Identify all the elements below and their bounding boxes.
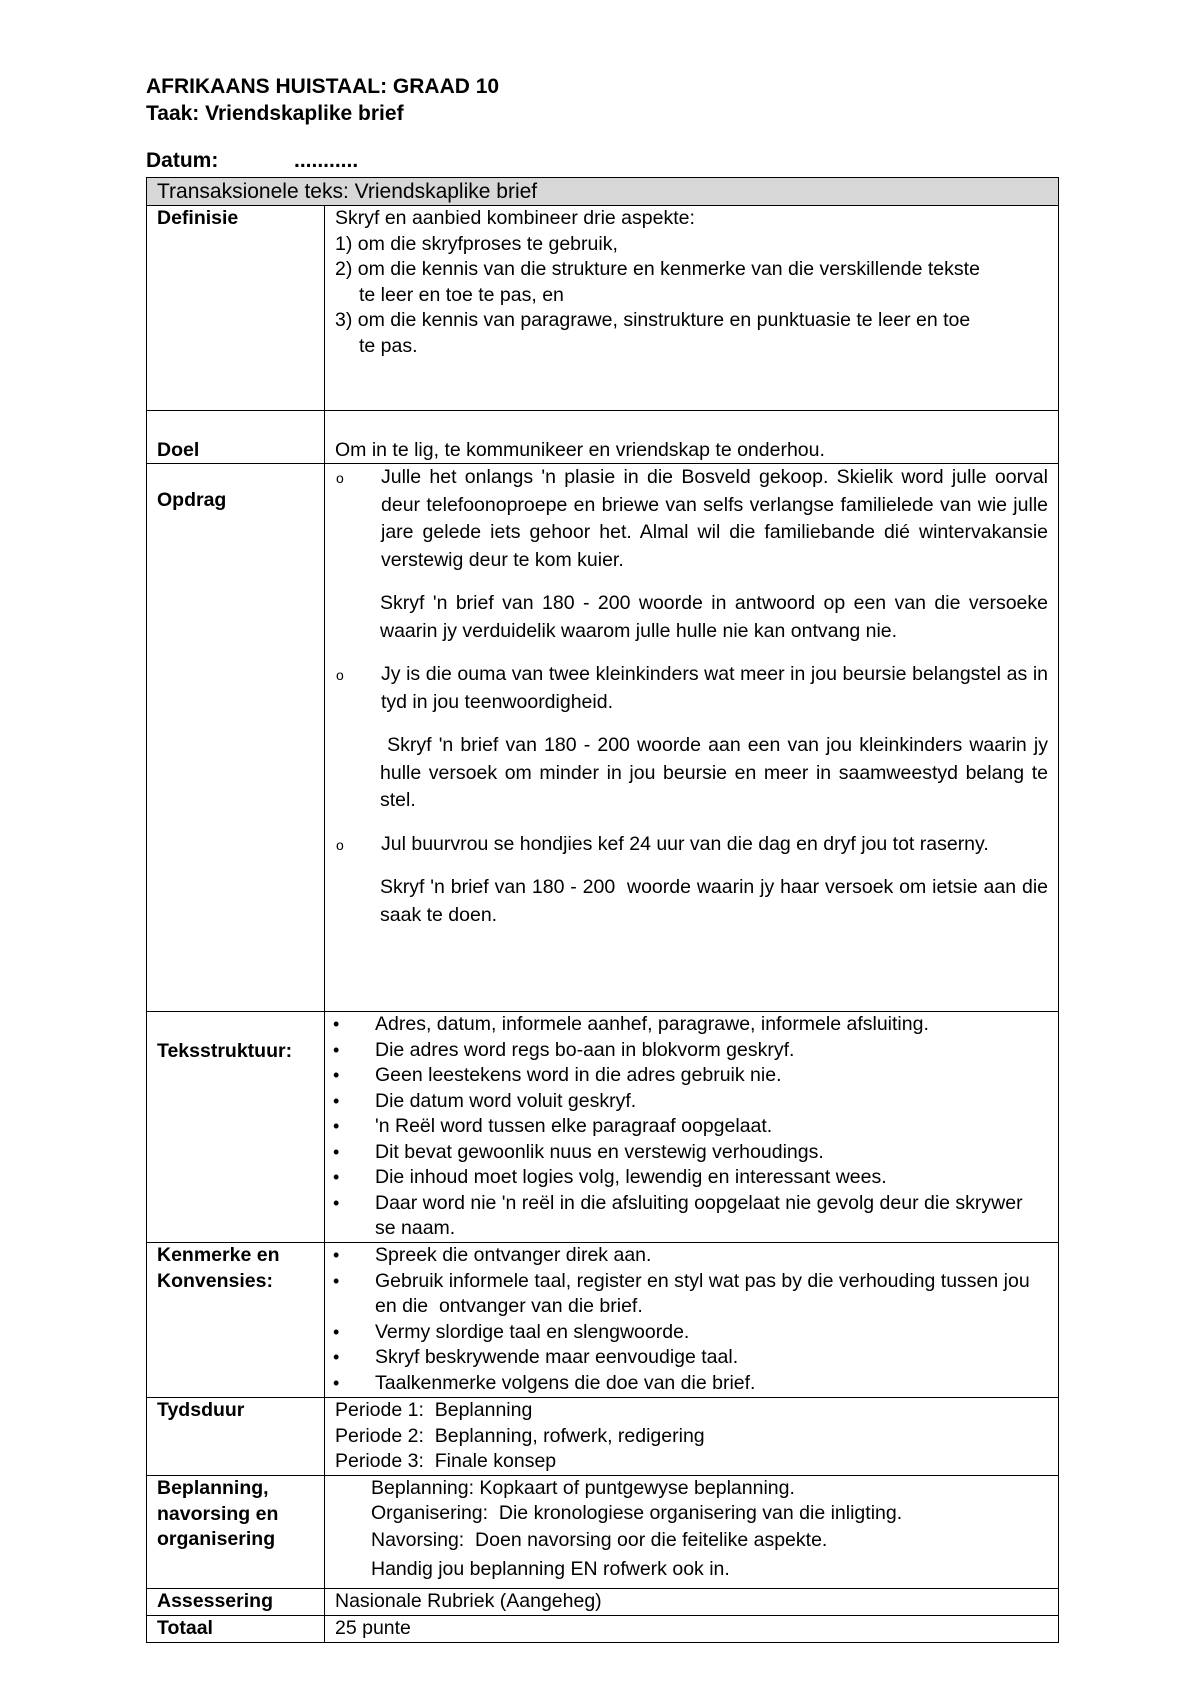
task-instruction: Skryf 'n brief van 180 - 200 woorde in antwoord op een van die versoeke waarin jy verduidelik waarom julle hulle nie kan ontvang nie.: [380, 592, 1048, 642]
opdrag-row: [147, 464, 1059, 1012]
bullet-icon: •: [333, 1116, 340, 1136]
table-heading: Transaksionele teks: Vriendskaplike brief: [147, 178, 1059, 206]
opdrag-task: [335, 661, 1048, 716]
task-instruction: Skryf 'n brief van 180 - 200 woorde waarin jy haar versoek om ietsie aan die saak te doen.: [380, 876, 1054, 926]
bullet-icon: •: [333, 1270, 340, 1291]
bullet-icon: •: [333, 1347, 340, 1367]
definisie-row: [147, 206, 1059, 411]
task-scenario: Jul buurvrou se hondjies kef 24 uur van die dag en dryf jou tot raserny.: [381, 832, 989, 855]
beplanning-line: Navorsing: Doen navorsing oor die feitelike aspekte.: [371, 1529, 828, 1551]
beplanning-row: [147, 1476, 1059, 1589]
opdrag-task: [335, 464, 1048, 574]
bullet-icon: •: [333, 1141, 340, 1162]
assessering-text: Nasionale Rubriek (Aangeheg): [325, 1589, 1059, 1616]
date-label: Datum:: [146, 149, 219, 172]
bullet-icon: •: [333, 1167, 340, 1187]
circle-bullet-icon: o: [336, 836, 344, 853]
table-heading-row: [147, 178, 1059, 206]
list-item: • Geen leestekens word in die adres gebruik nie.: [329, 1063, 1048, 1089]
opdrag-content: [325, 464, 1059, 1012]
assignment-table: [146, 177, 1059, 1643]
bullet-icon: •: [333, 1192, 340, 1213]
teksstruktuur-list: [329, 1012, 1048, 1242]
definisie-line: 1) om die skryfproses te gebruik,: [335, 232, 618, 255]
totaal-label: Totaal: [147, 1616, 325, 1643]
totaal-row: [147, 1616, 1059, 1643]
list-item: • Dit bevat gewoonlik nuus en verstewig verhoudings.: [329, 1140, 1048, 1166]
tydsduur-label: Tydsduur: [147, 1398, 325, 1476]
list-item: • Adres, datum, informele aanhef, paragrawe, informele afsluiting.: [329, 1012, 1048, 1038]
kenmerke-label: Kenmerke en Konvensies:: [147, 1243, 325, 1398]
task-scenario: Jy is die ouma van twee kleinkinders wat meer in jou beursie belangstel as in tyd in jou teenwoordigheid.: [381, 663, 1048, 713]
definisie-line: Skryf en aanbied kombineer drie aspekte:: [335, 207, 695, 229]
bullet-icon: •: [333, 1245, 340, 1265]
definisie-content: [325, 206, 1059, 411]
list-item: • Die inhoud moet logies volg, lewendig en interessant wees.: [329, 1165, 1048, 1191]
beplanning-line: Handig jou beplanning EN rofwerk ook in.: [371, 1558, 730, 1580]
teksstruktuur-label: Teksstruktuur:: [147, 1012, 325, 1243]
definisie-line: 3) om die kennis van paragrawe, sinstrukture en punktuasie te leer en toe: [335, 309, 971, 331]
doel-text: Om in te lig, te kommunikeer en vriendskap te onderhou.: [325, 411, 1059, 464]
list-item: • 'n Reël word tussen elke paragraaf oopgelaat.: [329, 1114, 1048, 1140]
bullet-icon: •: [333, 1039, 340, 1060]
bullet-icon: •: [333, 1321, 340, 1342]
definisie-line: 2) om die kennis van die strukture en kenmerke van die verskillende tekste: [335, 258, 980, 280]
bullet-icon: •: [333, 1014, 340, 1034]
beplanning-line: Beplanning: Kopkaart of puntgewyse beplanning.: [371, 1477, 795, 1499]
beplanning-line: Organisering: Die kronologiese organisering van die inligting.: [371, 1502, 903, 1524]
teksstruktuur-content: [325, 1012, 1059, 1243]
circle-bullet-icon: o: [336, 667, 344, 683]
definisie-label: Definisie: [147, 206, 325, 411]
kenmerke-row: [147, 1243, 1059, 1398]
assessering-row: [147, 1589, 1059, 1616]
date-value: ...........: [294, 149, 359, 172]
bullet-icon: •: [333, 1090, 340, 1111]
tydsduur-line: Periode 3: Finale konsep: [335, 1450, 557, 1472]
kenmerke-list: [329, 1243, 1048, 1396]
list-item: • Skryf beskrywende maar eenvoudige taal.: [329, 1345, 1048, 1371]
task-instruction: Skryf 'n brief van 180 - 200 woorde aan een van jou kleinkinders waarin jy hulle versoek om minder in jou beursie en meer in saamweestyd belang te stel.: [380, 734, 1054, 811]
kenmerke-content: [325, 1243, 1059, 1398]
beplanning-label: Beplanning, navorsing en organisering: [147, 1476, 325, 1589]
list-item: • Die datum word voluit geskryf.: [329, 1089, 1048, 1115]
definisie-line: te leer en toe te pas, en: [359, 283, 564, 306]
list-item: • Vermy slordige taal en slengwoorde.: [329, 1320, 1048, 1346]
list-item: • Spreek die ontvanger direk aan.: [329, 1243, 1048, 1269]
assessering-label: Assessering: [147, 1589, 325, 1616]
list-item: • Daar word nie 'n reël in die afsluiting oopgelaat nie gevolg deur die skrywer se naam.: [329, 1191, 1048, 1242]
tydsduur-row: [147, 1398, 1059, 1476]
beplanning-content: [325, 1476, 1059, 1589]
task-title: Taak: Vriendskaplike brief: [146, 102, 404, 125]
list-item: • Gebruik informele taal, register en styl wat pas by die verhouding tussen jou en die ontvanger van die brief.: [329, 1269, 1048, 1320]
opdrag-task: [335, 831, 1048, 859]
date-line: [146, 148, 358, 174]
totaal-text: 25 punte: [325, 1616, 1059, 1643]
document-title: AFRIKAANS HUISTAAL: GRAAD 10: [146, 75, 500, 98]
tydsduur-content: [325, 1398, 1059, 1476]
list-item: • Die adres word regs bo-aan in blokvorm geskryf.: [329, 1038, 1048, 1064]
doel-label: Doel: [147, 411, 325, 464]
bullet-icon: •: [333, 1372, 340, 1393]
list-item: • Taalkenmerke volgens die doe van die brief.: [329, 1371, 1048, 1397]
doel-row: [147, 411, 1059, 464]
bullet-icon: •: [333, 1065, 340, 1085]
definisie-line: te pas.: [359, 334, 418, 357]
circle-bullet-icon: o: [336, 470, 344, 486]
opdrag-label: Opdrag: [147, 464, 325, 1012]
task-scenario: Julle het onlangs 'n plasie in die Bosveld gekoop. Skielik word julle oorval deur telefoonoproepe en briewe van selfs verlangse familielede van wie julle jare gelede iets gehoor het. Almal wil die familiebande dié wintervakansie verstewig deur te kom kuier.: [381, 466, 1048, 571]
tydsduur-line: Periode 2: Beplanning, rofwerk, redigering: [335, 1424, 705, 1447]
teksstruktuur-row: [147, 1012, 1059, 1243]
tydsduur-line: Periode 1: Beplanning: [335, 1399, 533, 1421]
